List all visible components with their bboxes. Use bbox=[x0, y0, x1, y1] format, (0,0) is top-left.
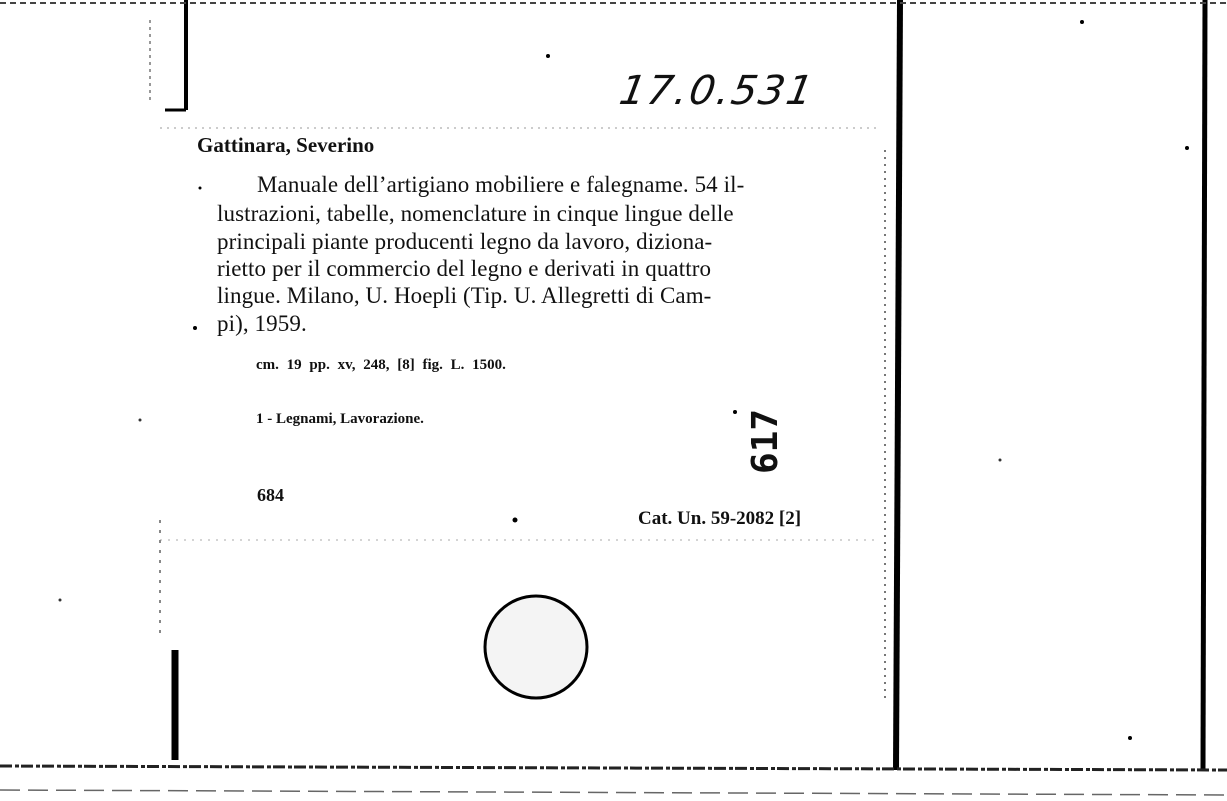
imprint-line: pi), 1959. bbox=[217, 311, 307, 336]
speck bbox=[733, 410, 737, 414]
speck bbox=[1185, 146, 1189, 150]
speck bbox=[1128, 736, 1132, 740]
imprint-line: lingue. Milano, U. Hoepli (Tip. U. Allegretti di Cam- bbox=[217, 283, 712, 308]
handwritten-call-number: 17.0.531 bbox=[615, 68, 819, 114]
card-right-border bbox=[896, 0, 900, 770]
next-card-right-border bbox=[1203, 0, 1205, 770]
rotated-stamp-number: 617 bbox=[745, 408, 786, 474]
card-bottom-edge bbox=[0, 766, 1227, 770]
speck bbox=[513, 518, 518, 523]
speck bbox=[139, 419, 142, 422]
title-line: Manuale dell’artigiano mobiliere e falegname. 54 il- bbox=[257, 172, 745, 197]
lower-scan-edge bbox=[0, 790, 1227, 795]
title-line: principali piante producenti legno da lavoro, diziona- bbox=[217, 229, 713, 254]
card-number: 684 bbox=[257, 485, 284, 505]
punch-hole bbox=[485, 596, 587, 698]
catalog-reference: Cat. Un. 59-2082 [2] bbox=[638, 508, 802, 529]
speck bbox=[999, 459, 1002, 462]
speck bbox=[546, 54, 550, 58]
speck bbox=[1080, 20, 1084, 24]
author-heading: Gattinara, Severino bbox=[197, 133, 375, 157]
speck bbox=[199, 187, 202, 190]
subject-heading: 1 - Legnami, Lavorazione. bbox=[256, 411, 424, 427]
title-line: lustrazioni, tabelle, nomenclature in cinque lingue delle bbox=[217, 201, 734, 226]
collation-line: cm. 19 pp. xv, 248, [8] fig. L. 1500. bbox=[256, 357, 506, 373]
speck bbox=[59, 599, 62, 602]
speck bbox=[193, 326, 197, 330]
title-line: rietto per il commercio del legno e derivati in quattro bbox=[217, 256, 712, 281]
